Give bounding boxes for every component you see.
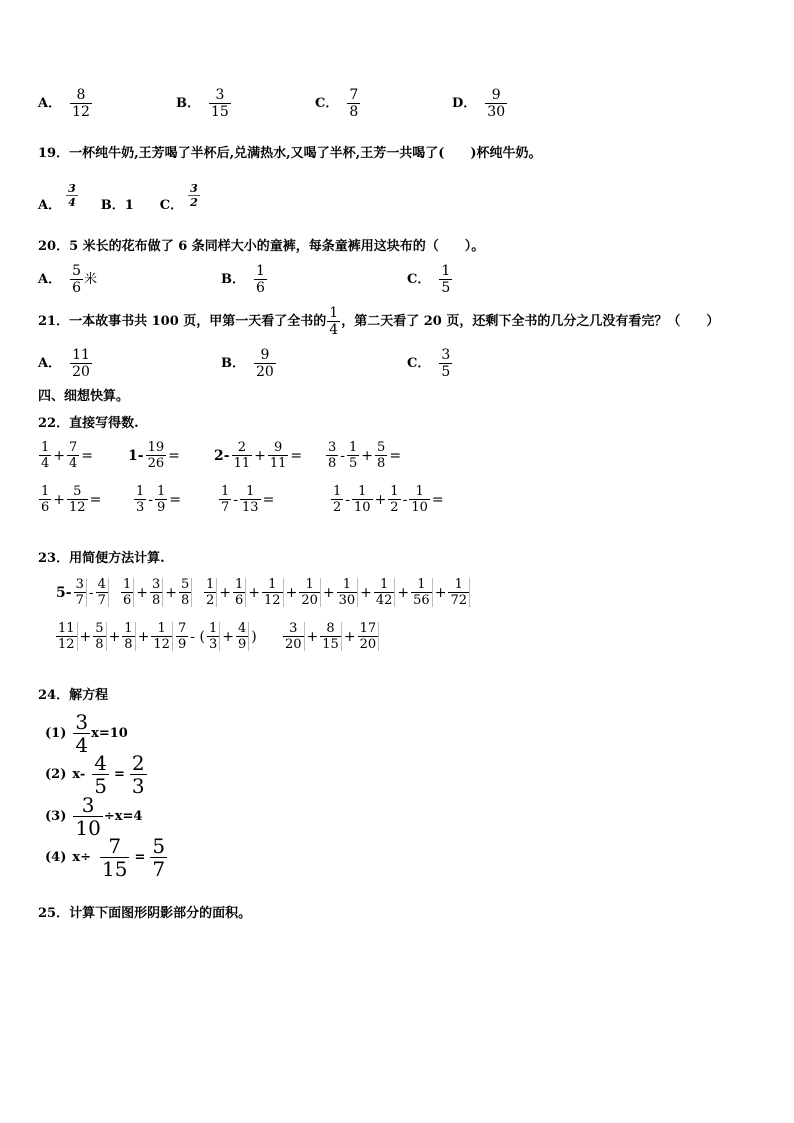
fraction-denominator: 4: [41, 456, 50, 471]
fraction: [254, 264, 267, 295]
fraction-denominator: 12: [72, 104, 90, 120]
fraction: [411, 578, 433, 607]
fraction: [485, 88, 507, 119]
fraction: [100, 836, 129, 879]
fraction-numerator: 9: [491, 87, 501, 103]
fraction-denominator: 56: [413, 593, 430, 608]
q24-part-2: (2) x- $\frac{4}{5}$ = $\frac{2}{3}$: [45, 751, 145, 798]
fraction: [236, 622, 249, 651]
math-operator: +: [79, 628, 92, 645]
q21-options: [38, 348, 738, 388]
q21-option-c: C． $\frac{3}{5}$: [407, 347, 451, 380]
fraction-denominator: 8: [152, 593, 161, 608]
fraction-numerator: 1: [124, 621, 133, 636]
fraction-numerator: 1: [454, 577, 463, 592]
math-operator: -: [402, 491, 408, 508]
fraction-numerator: 3: [68, 181, 76, 195]
fraction-numerator: 3: [190, 181, 198, 195]
q21-option-a: A． $\frac{11}{20}$: [38, 347, 90, 380]
fraction-denominator: 3: [136, 500, 145, 515]
math-operator: +: [53, 491, 66, 508]
fraction: [73, 712, 90, 755]
q20-text: 20．5 米长的花布做了 6 条同样大小的童裤，每条童裤用这块布的（ ）。: [38, 239, 485, 254]
fraction-numerator: 1: [256, 263, 265, 279]
fraction-numerator: 1: [41, 484, 50, 499]
fraction-denominator: 20: [256, 364, 274, 380]
q22-expr-3: [213, 441, 303, 470]
fraction-denominator: 6: [235, 593, 244, 608]
fraction-denominator: 13: [242, 500, 259, 515]
fraction: [352, 485, 373, 514]
math-operator: +: [285, 584, 298, 601]
math-operator: =: [81, 447, 94, 464]
fraction-denominator: 9: [157, 500, 166, 515]
fraction: [209, 88, 231, 119]
fraction-numerator: 9: [273, 440, 283, 455]
math-operator: -: [148, 491, 154, 508]
fraction: [358, 622, 380, 651]
fraction-numerator: 11: [72, 347, 90, 363]
fraction-numerator: 7: [349, 87, 359, 103]
fraction-numerator: 8: [326, 621, 335, 636]
math-operator: =: [168, 447, 180, 464]
fraction-numerator: 4: [94, 751, 108, 775]
fraction-denominator: 5: [441, 364, 451, 380]
q23-expr-3: [203, 578, 471, 607]
math-operator: - (: [190, 628, 205, 645]
fraction-denominator: 15: [102, 857, 128, 881]
fraction: [409, 485, 430, 514]
fraction-denominator: 2: [206, 593, 215, 608]
fraction-numerator: 3: [75, 710, 89, 734]
fraction-denominator: 10: [354, 500, 371, 515]
q23-expr-6: [282, 622, 380, 651]
fraction-numerator: 1: [342, 577, 351, 592]
fraction-numerator: 1: [329, 305, 339, 321]
fraction: [439, 264, 452, 295]
fraction-numerator: 1: [246, 484, 255, 499]
fraction-denominator: 5: [441, 280, 451, 296]
fraction-numerator: 1: [235, 577, 244, 592]
fraction: [232, 441, 253, 470]
fraction-denominator: 4: [68, 195, 76, 209]
fraction-denominator: 12: [264, 593, 281, 608]
fraction-denominator: 4: [75, 733, 89, 757]
q25-text: 25．计算下面图形阴影部分的面积。: [38, 906, 252, 921]
fraction-denominator: 11: [233, 456, 251, 471]
fraction-numerator: 3: [441, 347, 451, 363]
q23-expr-5: [175, 622, 258, 651]
math-operator: -: [233, 491, 239, 508]
math-operator: +: [322, 584, 335, 601]
fraction-numerator: 3: [81, 793, 95, 817]
fraction-denominator: 26: [147, 456, 165, 471]
fraction-denominator: 8: [349, 104, 359, 120]
fraction-denominator: 3: [208, 637, 218, 652]
section-heading: 四、细想快算。: [38, 389, 130, 404]
fraction: [66, 183, 78, 208]
fraction-numerator: 3: [328, 440, 337, 455]
fraction-denominator: 15: [322, 637, 339, 652]
fraction-denominator: 2: [390, 500, 399, 515]
fraction: [240, 485, 261, 514]
math-operator: +: [360, 584, 372, 601]
q22-expr-6: [133, 485, 182, 514]
q23-expr-2: [120, 578, 193, 607]
math-operator: +: [254, 447, 266, 464]
fraction-numerator: 5: [152, 834, 166, 858]
fraction: [93, 622, 106, 651]
fraction-numerator: 5: [72, 263, 82, 279]
q22-expr-2: [127, 441, 181, 470]
math-operator: +: [136, 584, 149, 601]
math-operator: -: [88, 584, 94, 601]
fraction-denominator: 11: [269, 456, 287, 471]
q22-expr-7: [218, 485, 275, 514]
q20-options: [38, 264, 738, 304]
fraction-denominator: 5: [349, 456, 358, 471]
fraction: [70, 264, 83, 295]
q18-option-d: D． $\frac{9}{30}$: [452, 87, 506, 120]
fraction: [188, 183, 200, 208]
fraction-numerator: 1: [305, 577, 314, 592]
fraction: [299, 578, 321, 607]
fraction: [73, 795, 102, 838]
math-operator: +: [374, 491, 387, 508]
q18-options: [38, 88, 738, 128]
fraction: [74, 578, 87, 607]
math-operator: +: [222, 628, 234, 645]
fraction-denominator: 20: [359, 637, 377, 652]
fraction-numerator: 17: [359, 621, 377, 636]
fraction-denominator: 12: [58, 637, 75, 652]
fraction: [92, 753, 109, 796]
fraction: [121, 578, 134, 607]
q22-expr-1: [38, 441, 94, 470]
math-operator: +: [361, 447, 374, 464]
fraction-denominator: 3: [131, 774, 145, 798]
math-operator: 2-: [214, 447, 230, 464]
fraction-numerator: 1: [268, 577, 277, 592]
fraction-numerator: 11: [58, 621, 75, 636]
fraction-denominator: 5: [94, 774, 108, 798]
math-operator: +: [137, 628, 150, 645]
fraction-denominator: 10: [411, 500, 428, 515]
fraction: [39, 441, 51, 470]
fraction-denominator: 12: [69, 500, 86, 515]
math-operator: +: [306, 628, 319, 645]
math-operator: 5-: [56, 584, 72, 601]
fraction: [283, 622, 305, 651]
fraction-denominator: 30: [487, 104, 506, 120]
fraction-numerator: 5: [95, 621, 104, 636]
fraction-denominator: 7: [152, 857, 166, 881]
fraction-denominator: 42: [375, 593, 393, 608]
fraction: [254, 348, 276, 379]
q18-option-b: B． $\frac{3}{15}$: [176, 87, 229, 120]
math-operator: =: [262, 491, 275, 508]
fraction-denominator: 20: [72, 364, 90, 380]
fraction: [150, 836, 167, 879]
fraction-numerator: 1: [358, 484, 367, 499]
fraction-numerator: 2: [131, 751, 145, 775]
math-operator: +: [219, 584, 232, 601]
fraction: [374, 578, 396, 607]
q24-part-4: (4) x÷ $\frac{7}{15}$ = $\frac{5}{7}$: [45, 834, 166, 881]
fraction: [233, 578, 246, 607]
fraction: [439, 348, 452, 379]
math-operator: +: [343, 628, 356, 645]
fraction-denominator: 7: [97, 593, 106, 608]
fraction-numerator: 1: [380, 577, 389, 592]
fraction-denominator: 9: [178, 637, 187, 652]
fraction: [151, 622, 173, 651]
math-operator: =: [389, 447, 402, 464]
q18-option-c: C． $\frac{7}{8}$: [315, 87, 359, 120]
fraction-numerator: 1: [441, 263, 451, 279]
q21-text: 21．一本故事书共 100 页，甲第一天看了全书的 $\frac{1}{4}$ ，第二天看了 20 页，还剩下全书的几分之几没有看完？（ ）: [38, 305, 720, 338]
math-operator: =: [169, 491, 182, 508]
q24-part-1: (1) $\frac{3}{4}$ x=10: [45, 710, 128, 757]
q23-title: 23．用简便方法计算.: [38, 551, 165, 566]
fraction: [337, 578, 359, 607]
fraction-numerator: 1: [136, 484, 145, 499]
fraction-numerator: 4: [237, 621, 247, 636]
math-operator: =: [89, 491, 102, 508]
fraction: [122, 622, 135, 651]
math-operator: +: [53, 447, 66, 464]
fraction-denominator: 20: [301, 593, 318, 608]
fraction-numerator: 1: [349, 440, 358, 455]
fraction-denominator: 8: [181, 593, 190, 608]
fraction-numerator: 2: [237, 440, 246, 455]
fraction-numerator: 5: [377, 440, 386, 455]
q20-option-b: B． $\frac{1}{6}$: [221, 263, 265, 296]
math-operator: +: [248, 584, 261, 601]
fraction-numerator: 7: [178, 621, 187, 636]
fraction: [268, 441, 289, 470]
fraction: [67, 485, 88, 514]
fraction-numerator: 1: [390, 484, 399, 499]
q22-expr-4: [325, 441, 402, 470]
fraction-denominator: 2: [190, 195, 198, 209]
fraction-numerator: 1: [123, 577, 132, 592]
fraction-numerator: 3: [289, 621, 298, 636]
q24-title: 24．解方程: [38, 688, 109, 703]
fraction-numerator: 7: [108, 834, 122, 858]
q21-option-b: B． $\frac{9}{20}$: [221, 347, 274, 380]
math-operator: ): [251, 628, 257, 645]
fraction-denominator: 4: [69, 456, 78, 471]
fraction: [67, 441, 79, 470]
fraction-numerator: 1: [417, 577, 426, 592]
fraction-numerator: 1: [208, 621, 218, 636]
fraction-denominator: 72: [450, 593, 467, 608]
fraction-denominator: 8: [95, 637, 104, 652]
fraction: [262, 578, 284, 607]
math-operator: +: [165, 584, 178, 601]
q19-options: A． $\frac{3}{4}$ B．1 C． $\frac{3}{2}$: [38, 181, 198, 213]
fraction-denominator: 9: [237, 637, 247, 652]
fraction-numerator: 8: [76, 87, 86, 103]
fraction-denominator: 12: [153, 637, 170, 652]
fraction: [347, 441, 359, 470]
math-operator: =: [431, 491, 444, 508]
fraction: [155, 485, 167, 514]
fraction-numerator: 4: [97, 577, 106, 592]
fraction-denominator: 8: [124, 637, 133, 652]
fraction: [70, 88, 92, 119]
fraction-numerator: 1: [415, 484, 424, 499]
fraction: [388, 485, 400, 514]
fraction: [326, 441, 338, 470]
math-operator: +: [434, 584, 447, 601]
fraction-numerator: 9: [260, 347, 270, 363]
fraction-denominator: 6: [256, 280, 265, 296]
fraction: [56, 622, 78, 651]
fraction: [320, 622, 342, 651]
fraction-denominator: 20: [285, 637, 302, 652]
math-operator: +: [397, 584, 410, 601]
q22-expr-8: [330, 485, 445, 514]
fraction-denominator: 7: [221, 500, 230, 515]
fraction-denominator: 6: [123, 593, 132, 608]
fraction-denominator: 30: [338, 593, 356, 608]
fraction: [375, 441, 387, 470]
fraction-denominator: 8: [328, 456, 337, 471]
q20-option-a: A． $\frac{5}{6}$ 米: [38, 263, 98, 296]
fraction-numerator: 3: [75, 577, 84, 592]
math-operator: +: [108, 628, 121, 645]
fraction: [179, 578, 192, 607]
math-operator: -: [345, 491, 351, 508]
fraction-numerator: 19: [147, 440, 165, 455]
fraction-numerator: 1: [333, 484, 342, 499]
fraction-numerator: 5: [181, 577, 190, 592]
fraction-denominator: 10: [75, 816, 101, 840]
fraction-denominator: 2: [333, 500, 342, 515]
fraction-numerator: 1: [221, 484, 230, 499]
math-operator: 1-: [128, 447, 144, 464]
fraction: [204, 578, 217, 607]
q20-option-c: C． $\frac{1}{5}$: [407, 263, 451, 296]
fraction-denominator: 7: [75, 593, 84, 608]
fraction: [146, 441, 167, 470]
fraction-denominator: 15: [211, 104, 229, 120]
fraction-denominator: 8: [377, 456, 386, 471]
fraction-denominator: 4: [329, 322, 339, 338]
fraction-numerator: 3: [215, 87, 225, 103]
fraction: [134, 485, 146, 514]
fraction: [448, 578, 470, 607]
fraction-numerator: 1: [41, 440, 50, 455]
fraction-denominator: 6: [41, 500, 50, 515]
fraction-numerator: 1: [157, 621, 166, 636]
fraction: [130, 753, 147, 796]
fraction-denominator: 6: [72, 280, 82, 296]
fraction-numerator: 5: [73, 484, 82, 499]
fraction: [39, 485, 51, 514]
math-operator: -: [340, 447, 346, 464]
q22-title: 22．直接写得数.: [38, 416, 139, 431]
fraction: [70, 348, 92, 379]
fraction-numerator: 7: [69, 440, 78, 455]
fraction: [176, 622, 188, 651]
fraction: [327, 306, 340, 337]
fraction-numerator: 3: [152, 577, 161, 592]
fraction: [331, 485, 343, 514]
q19-text: 19．一杯纯牛奶,王芳喝了半杯后,兑满热水,又喝了半杯,王芳一共喝了( )杯纯牛奶。: [38, 146, 542, 161]
fraction-numerator: 1: [206, 577, 215, 592]
q22-expr-5: [38, 485, 102, 514]
fraction-numerator: 1: [157, 484, 166, 499]
fraction: [207, 622, 220, 651]
fraction: [150, 578, 163, 607]
fraction: [219, 485, 231, 514]
fraction: [347, 88, 360, 119]
fraction: [96, 578, 109, 607]
math-operator: =: [290, 447, 303, 464]
q23-expr-4: [55, 622, 174, 651]
q18-option-a: A． $\frac{8}{12}$: [38, 87, 90, 120]
q23-expr-1: [55, 578, 110, 607]
q24-part-3: (3) $\frac{3}{10}$ ÷x=4: [45, 793, 143, 840]
